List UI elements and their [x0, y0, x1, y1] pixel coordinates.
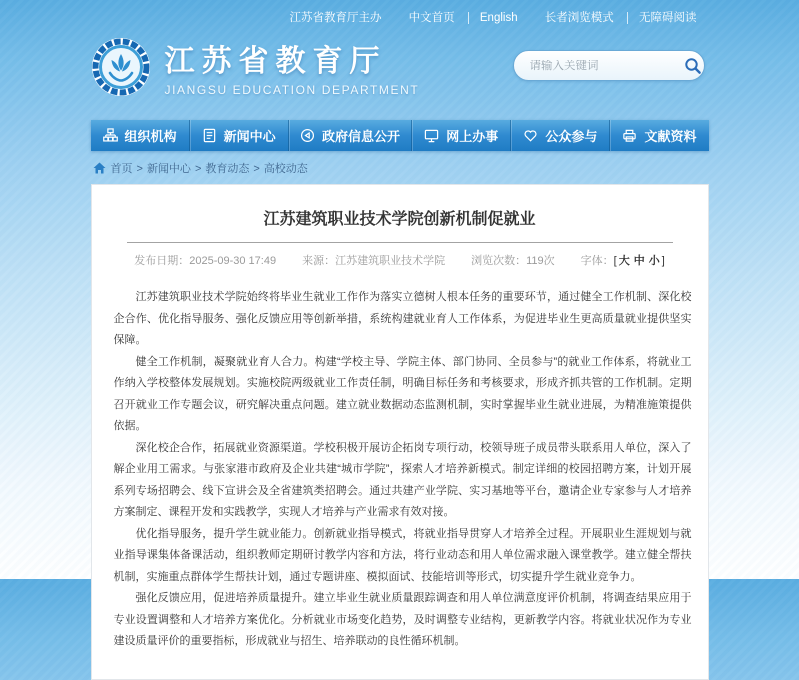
nav-label: 政府信息公开 — [321, 129, 400, 144]
nav-label: 公众参与 — [545, 129, 598, 144]
site-name: 江苏省教育厅 — [164, 45, 387, 78]
breadcrumb-college-news[interactable]: 高校动态 — [263, 163, 308, 175]
breadcrumb — [91, 151, 709, 184]
article-paragraph: 江苏建筑职业技术学院始终将毕业生就业工作作为落实立德树人根本任务的重要环节，通过健全工作机制、深化校企合作、优化指导服务、强化反馈应用等创新举措，系统构建就业育人工作体系，为促进毕业生更高质量就业提供坚实保障。 — [113, 291, 692, 346]
breadcrumb-home[interactable]: 首页 > — [111, 160, 147, 176]
publish-date: 发布日期：2025-09-30 17:49 — [134, 255, 277, 267]
article-paragraph: 深化校企合作，拓展就业资源渠道。学校积极开展访企拓岗专项行动，校领导班子成员带头联系用人单位，深入了解企业用工需求。与张家港市政府及企业共建“城市学院”，探索人才培养新模式。制定详细的校园招聘方案，计划开展系列专场招聘会、线下宣讲会及全省建筑类招聘会。通过共建产业学院、实习基地等平台，邀请企业专家参与人才培养方案制定、课程开发和实践教学，实现人才培养与产业需求有效对接。 — [113, 441, 692, 518]
nav-label: 网上办事 — [446, 129, 499, 144]
site-name-english: JIANGSU EDUCATION DEPARTMENT — [164, 83, 420, 97]
nav-item-online-services[interactable] — [411, 120, 510, 151]
font-size-control: 字体：[ 大 中 小 ] — [580, 255, 665, 267]
site-header — [91, 28, 709, 120]
view-count: 浏览次数：119次 — [471, 255, 555, 267]
printer-icon — [622, 128, 637, 143]
nav-label: 组织机构 — [124, 129, 177, 144]
nav-item-organization[interactable] — [91, 120, 189, 151]
home-icon — [93, 162, 106, 174]
nav-label: 新闻中心 — [223, 129, 276, 144]
article-paragraph: 健全工作机制，凝聚就业育人合力。构建“学校主导、学院主体、部门协同、全员参与”的就业工作体系，将就业工作纳入学校整体发展规划。实施校院两级就业工作责任制，明确目标任务和考核要求，形成齐抓共管的工作机制。定期召开就业工作专题会议，研究解决重点问题。建立就业数据动态监测机制，实时掌握毕业生就业进展，为精准施策提供依据。 — [113, 355, 692, 432]
search-icon[interactable] — [684, 57, 702, 75]
monitor-icon — [424, 128, 439, 143]
heart-icon — [523, 128, 538, 143]
site-title-block — [165, 36, 420, 97]
article-paragraph: 优化指导服务，提升学生就业能力。创新就业指导模式，将就业指导贯穿人才培养全过程。开展职业生涯规划与就业指导课集体备课活动，组织教师定期研讨教学内容和方法，将行业动态和用人单位需求融入课堂教学。建立健全帮扶机制，实施重点群体学生帮扶计划，通过专题讲座、模拟面试、技能培训等形式，切实提升学生就业竞争力。 — [113, 527, 692, 583]
article-meta — [92, 243, 708, 281]
article-card — [91, 184, 709, 680]
nav-label: 文献资料 — [644, 129, 697, 144]
topbar — [91, 0, 709, 28]
article-body — [92, 281, 708, 653]
topbar-link-host[interactable]: 江苏省教育厅主办 — [289, 12, 382, 24]
education-department-logo-icon — [91, 37, 151, 97]
article-title: 江苏建筑职业技术学院创新机制促就业 — [263, 211, 536, 228]
topbar-link-accessibility[interactable]: 无障碍阅读 — [627, 12, 697, 24]
font-size-small-button[interactable]: 小 — [648, 255, 660, 267]
site-logo[interactable] — [91, 36, 420, 97]
search-box — [513, 50, 705, 81]
topbar-link-english[interactable]: English — [468, 12, 518, 24]
info-disclosure-icon — [300, 128, 315, 143]
topbar-link-chinese-home[interactable]: 中文首页 — [408, 12, 455, 24]
nav-item-news-center[interactable] — [189, 120, 288, 151]
sitemap-icon — [103, 128, 118, 143]
search-input[interactable] — [530, 60, 684, 72]
article-paragraph: 强化反馈应用，促进培养质量提升。建立毕业生就业质量跟踪调查和用人单位满意度评价机制，将调查结果应用于专业设置调整和人才培养方案优化。分析就业市场变化趋势，及时调整专业结构，更新教学内容。将就业状况作为专业建设质量评价的重要指标，形成就业与招生、培养联动的良性循环机制。 — [113, 592, 692, 647]
breadcrumb-news-center[interactable]: 新闻中心 > — [147, 160, 205, 176]
nav-item-public-participation[interactable] — [510, 120, 609, 151]
main-navigation — [91, 120, 709, 151]
breadcrumb-education-news[interactable]: 教育动态 > — [205, 160, 263, 176]
article-source: 来源：江苏建筑职业技术学院 — [302, 255, 446, 267]
nav-item-documents[interactable] — [609, 120, 708, 151]
font-size-large-button[interactable]: 大 — [618, 255, 630, 267]
nav-item-gov-info-disclosure[interactable] — [288, 120, 412, 151]
font-size-medium-button[interactable]: 中 — [633, 255, 645, 267]
topbar-link-elder-mode[interactable]: 长者浏览模式 — [544, 12, 614, 24]
news-icon — [202, 128, 217, 143]
